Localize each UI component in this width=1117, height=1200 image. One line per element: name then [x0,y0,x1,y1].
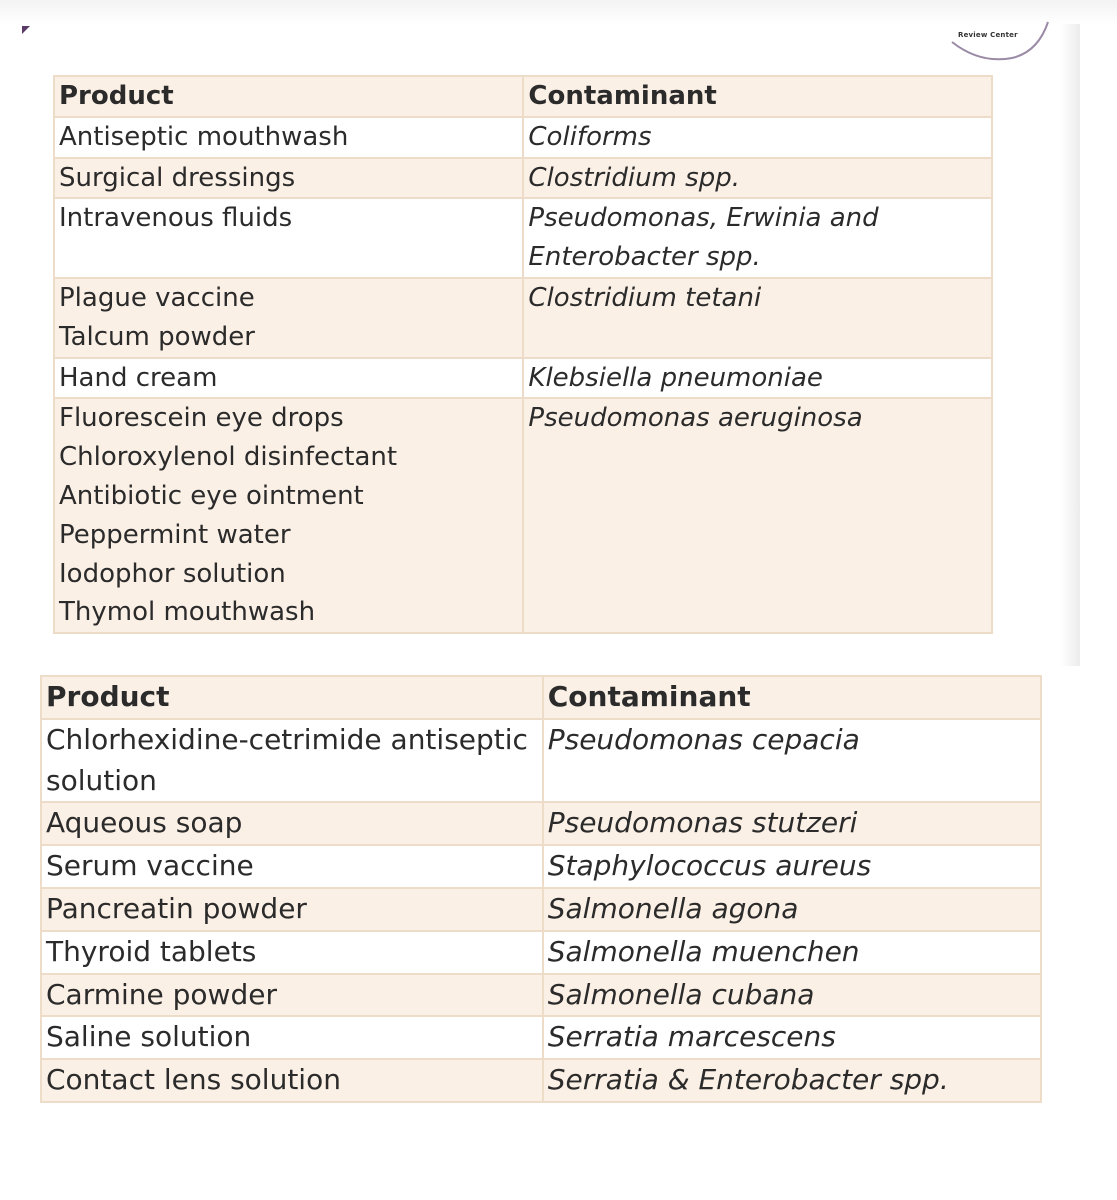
product-cell [41,1059,543,1102]
contaminant-cell [543,1059,1041,1102]
contaminant-name: Salmonella muenchen [547,934,860,968]
product-name: Fluorescein eye drops [59,403,344,434]
contaminant-name: Salmonella cubana [547,977,815,1011]
table-row [41,1059,1041,1102]
contaminant-cell [543,802,1041,845]
product-name: Serum vaccine [46,849,254,883]
table-row [41,931,1041,974]
product-name: Peppermint water [59,519,291,550]
product-cell [41,802,543,845]
table-row [41,719,1041,803]
product-name: Iodophor solution [59,558,286,589]
product-cell [54,278,523,358]
contaminant-cell [543,931,1041,974]
product-name: Antiseptic mouthwash [59,121,349,152]
contaminant-cell [523,158,992,199]
product-cell [41,719,543,803]
table-row [41,802,1041,845]
product-name: Aqueous soap [46,806,243,840]
contaminant-cell [523,117,992,158]
product-cell [54,117,523,158]
contaminant-name: Clostridium tetani [528,282,762,313]
table-row [54,117,992,158]
table-row [41,888,1041,931]
product-name: Chlorhexidine-cetrimide antiseptic [46,722,528,756]
contaminant-name: Serratia & Enterobacter spp. [547,1063,949,1097]
product-cell [54,358,523,399]
table-row [54,158,992,199]
product-name: Talcum powder [59,321,255,352]
contaminant-name: Pseudomonas stutzeri [547,806,858,840]
contaminant-cell [543,1016,1041,1059]
contaminant-cell [543,888,1041,931]
header-product: Product [41,676,543,719]
product-cell [54,398,523,633]
product-name: Chloroxylenol disinfectant [59,442,398,473]
product-name: Antibiotic eye ointment [59,480,364,511]
contaminant-name: Salmonella agona [547,891,799,925]
product-name: Carmine powder [46,977,277,1011]
contaminant-name: Serratia marcescens [547,1020,836,1054]
header-product: Product [54,76,523,117]
contaminant-name: Enterobacter spp. [528,242,761,273]
product-name: Thymol mouthwash [59,597,316,628]
table-row [54,398,992,633]
product-cell [41,974,543,1017]
contaminant-cell [543,719,1041,803]
contaminant-cell [523,278,992,358]
table-row [41,845,1041,888]
table-row [54,278,992,358]
contaminant-name: Staphylococcus aureus [547,849,872,883]
product-cell [41,931,543,974]
contaminant-cell [523,198,992,278]
product-name: solution [46,763,157,797]
contaminant-name: Pseudomonas aeruginosa [528,403,863,434]
product-cell [54,198,523,278]
product-name: Pancreatin powder [46,891,307,925]
table-header-row [54,76,992,117]
product-name: Saline solution [46,1020,252,1054]
header-contaminant: Contaminant [523,76,992,117]
contaminant-name: Coliforms [528,121,652,152]
contaminant-cell [523,358,992,399]
table-header-row [41,676,1041,719]
contamination-table-1 [53,75,993,634]
product-name: Intravenous fluids [59,203,293,234]
header-contaminant: Contaminant [543,676,1041,719]
contaminant-cell [543,845,1041,888]
contaminant-name: Klebsiella pneumoniae [528,362,823,393]
contaminant-cell [523,398,992,633]
contamination-table-2 [40,675,1042,1103]
product-cell [54,158,523,199]
contaminant-name: Clostridium spp. [528,162,740,193]
product-name: Hand cream [59,362,218,393]
product-cell [41,1016,543,1059]
table-row [41,1016,1041,1059]
table-row [54,358,992,399]
table-row [54,198,992,278]
slide-edge-shadow [1060,24,1080,666]
contaminant-name: Pseudomonas, Erwinia and [528,203,879,234]
review-center-logo [950,20,1050,62]
product-name: Surgical dressings [59,162,296,193]
product-name: Thyroid tablets [46,934,257,968]
product-name: Contact lens solution [46,1063,341,1097]
corner-marker-icon [22,26,30,34]
logo-text: Review Center [958,31,1018,39]
table-row [41,974,1041,1017]
product-name: Plague vaccine [59,282,255,313]
product-cell [41,888,543,931]
contaminant-cell [543,974,1041,1017]
product-cell [41,845,543,888]
contaminant-name: Pseudomonas cepacia [547,722,860,756]
